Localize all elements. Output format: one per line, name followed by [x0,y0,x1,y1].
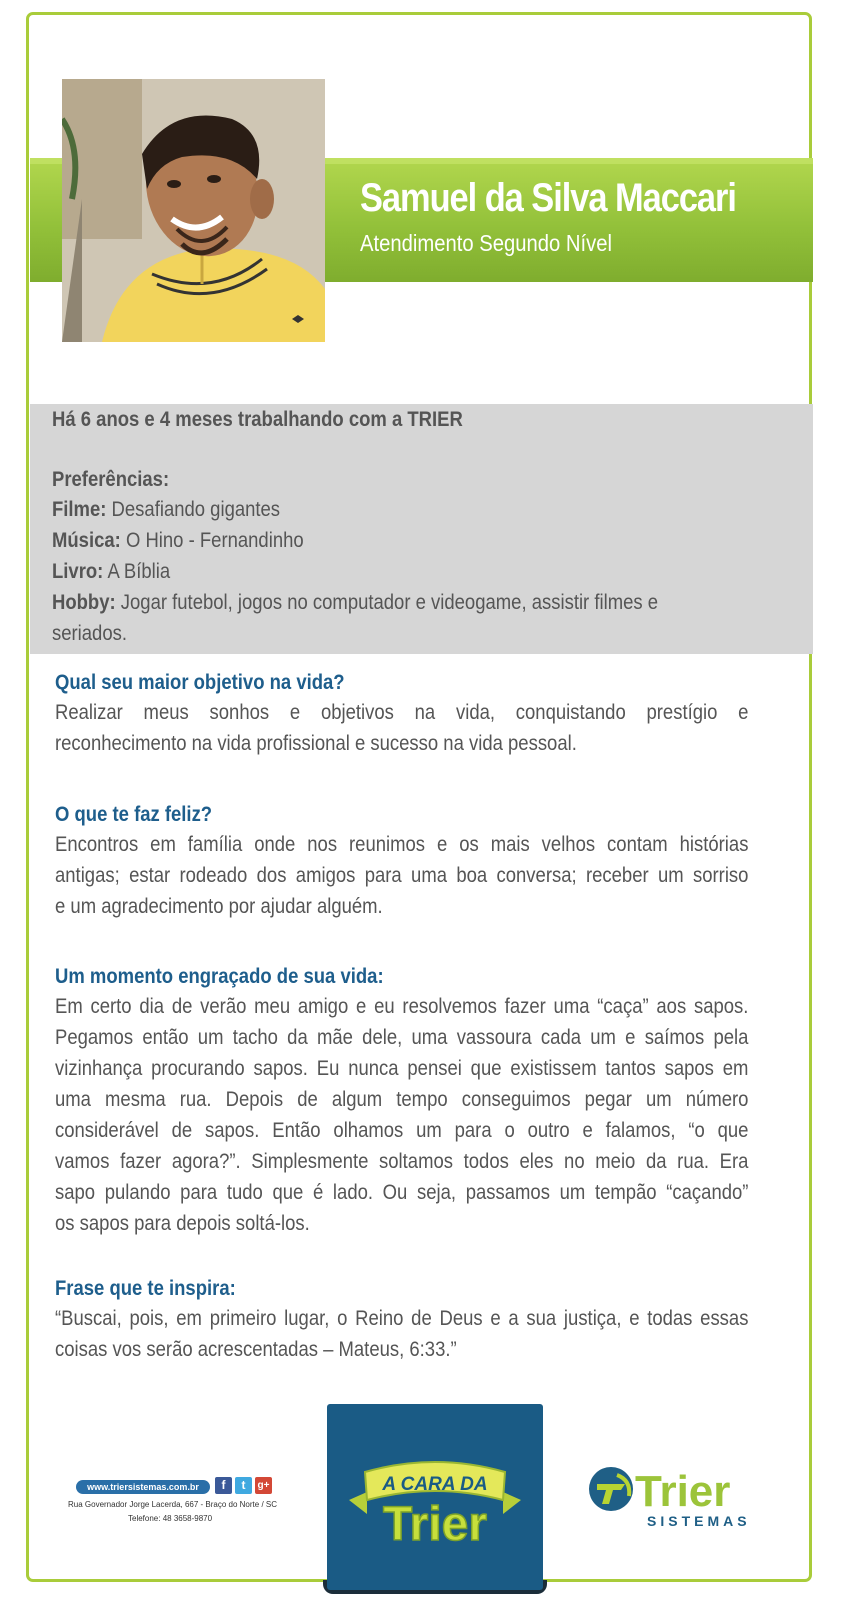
question-happy: O que te faz feliz? [55,803,213,826]
answer-line: considerável de sapos. Então olhamos um para o outro e falamos, “o que [55,1119,749,1142]
music-label: Música: [52,529,121,552]
film-value: Desafiando gigantes [106,498,281,521]
answer-funny [55,991,748,1239]
employee-name: Samuel da Silva Maccari [360,176,736,220]
music-value: O Hino - Fernandinho [120,529,304,552]
hobby-value: Jogar futebol, jogos no computador e videogame, assistir filmes e [115,591,659,614]
profile-photo [62,79,325,342]
answer-line: reconhecimento na vida profissional e sucesso na vida pessoal. [55,732,577,755]
answer-quote [55,1303,748,1365]
answer-line: vamos fazer agora?”. Simplesmente soltamos todos eles no meio da rua. Era [55,1150,749,1173]
book-row [52,556,170,587]
hobby-label: Hobby: [52,591,116,614]
answer-line: Realizar meus sonhos e objetivos na vida, conquistando prestígio e [55,701,749,724]
answer-line: Encontros em família onde nos reunimos e os mais velhos contam histórias [55,833,749,856]
badge-top-text: A CARA DA [382,1474,488,1495]
hobby-row [52,587,658,618]
answer-line: Pegamos então um tacho da mãe dele, uma vassoura cada um e saímos pela [55,1026,749,1049]
footer-address: Rua Governador Jorge Lacerda, 667 - Braço do Norte / SC [68,1500,277,1509]
question-quote: Frase que te inspira: [55,1277,236,1300]
answer-line: os sapos para depois soltá-los. [55,1212,310,1235]
footer-phone: Telefone: 48 3658-9870 [128,1514,213,1523]
preferences-heading: Preferências: [52,468,170,491]
question-funny: Um momento engraçado de sua vida: [55,965,384,988]
tenure-text: Há 6 anos e 4 meses trabalhando com a TRIER [52,408,463,431]
twitter-icon[interactable]: t [235,1477,252,1494]
film-label: Filme: [52,498,107,521]
logo-sub-text: SISTEMAS [647,1513,751,1529]
answer-line: e um agradecimento por ajudar alguém. [55,895,383,918]
answer-line: Em certo dia de verão meu amigo e eu resolvemos fazer uma “caça” aos sapos. [55,995,749,1018]
book-label: Livro: [52,560,104,583]
badge-brand-text: Trier [382,1498,488,1551]
trier-sistemas-logo [587,1460,777,1530]
music-row [52,525,304,556]
answer-line: vizinhança procurando sapos. Eu nunca pensei que existissem tantos sapos em [55,1057,749,1080]
answer-line: “Buscai, pois, em primeiro lugar, o Reino de Deus e a sua justiça, e todas essas [55,1307,749,1330]
question-goal: Qual seu maior objetivo na vida? [55,671,345,694]
answer-line: antigas; estar rodeado dos amigos para uma boa conversa; receber um sorriso [55,864,749,887]
answer-line: uma mesma rua. Depois de algum tempo conseguimos pegar um número [55,1088,749,1111]
answer-goal [55,697,748,759]
facebook-icon[interactable]: f [215,1477,232,1494]
film-row [52,494,280,525]
hobby-row-continued: seriados. [52,622,127,645]
answer-line: coisas vos serão acrescentadas – Mateus, 6:33.” [55,1338,457,1361]
a-cara-da-trier-badge [327,1404,543,1590]
google-plus-icon[interactable]: g+ [255,1477,272,1494]
logo-brand-text: Trier [635,1467,731,1516]
answer-happy [55,829,748,922]
employee-role: Atendimento Segundo Nível [360,230,613,256]
answer-line: sapo pulando para tudo que é lado. Ou seja, passamos um tempão “caçando” [55,1181,749,1204]
book-value: A Bíblia [103,560,171,583]
website-link[interactable]: www.triersistemas.com.br [76,1480,210,1494]
